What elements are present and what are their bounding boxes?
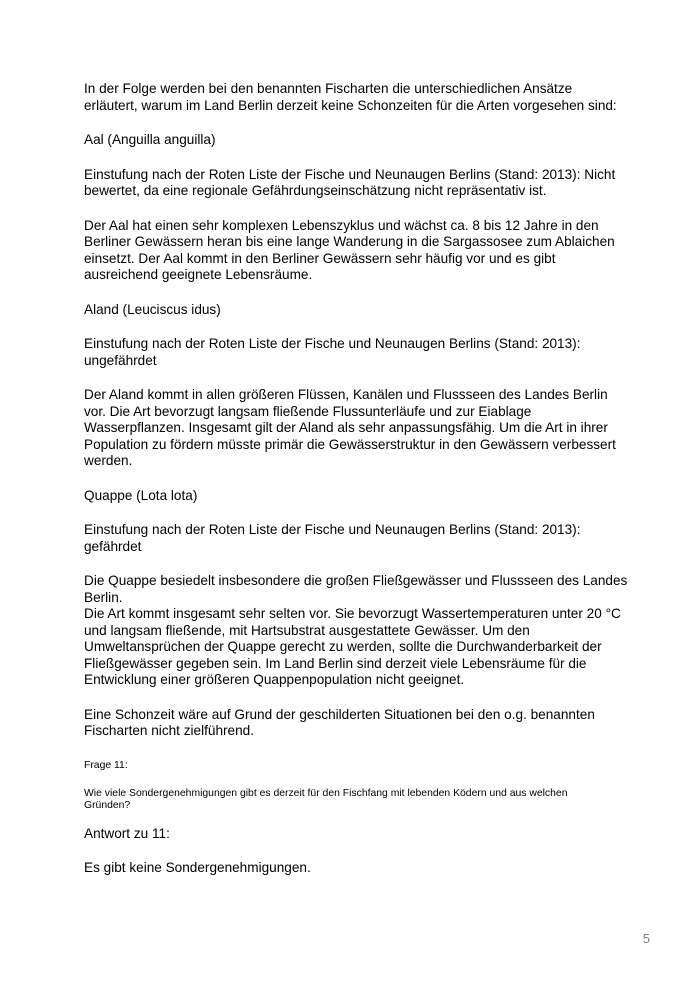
answer-label: Antwort zu 11: bbox=[84, 825, 170, 841]
classification-aland: Einstufung nach der Roten Liste der Fische und Neunaugen Berlins (Stand: 2013): ungefährdet bbox=[84, 336, 581, 368]
page-number: 5 bbox=[642, 931, 650, 946]
question-label: Frage 11: bbox=[84, 759, 128, 771]
document-body bbox=[84, 81, 654, 877]
description-aland: Der Aland kommt in allen größeren Flüssen, Kanälen und Flussseen des Landes Berlin vor. Die Art bevorzugt langsam fließende Flussunterläufe und zur Eiablage Wasserpflanzen. Insgesamt gilt der Aland als sehr anpassungsfähig. Um die Art in ihrer Population zu fördern müsste primär die Gewässerstruktur in den Gewässern verbessert werden. bbox=[84, 387, 616, 468]
question-text: Wie viele Sondergenehmigungen gibt es derzeit für den Fischfang mit lebenden Ködern und aus welchen Gründen? bbox=[84, 787, 568, 811]
classification-aal: Einstufung nach der Roten Liste der Fische und Neunaugen Berlins (Stand: 2013): Nicht bewertet, da eine regionale Gefährdungseinschätzung nicht repräsentativ ist. bbox=[84, 166, 616, 198]
description-aal: Der Aal hat einen sehr komplexen Lebenszyklus und wächst ca. 8 bis 12 Jahre in den Berliner Gewässern heran bis eine lange Wanderung in die Sargassosee zum Ablaichen einsetzt. Der Aal kommt in den Berliner Gewässern sehr häufig vor und es gibt ausreichend geeignete Lebensräume. bbox=[84, 217, 615, 282]
species-heading-quappe: Quappe (Lota lota) bbox=[84, 487, 198, 503]
intro-paragraph: In der Folge werden bei den benannten Fischarten die unterschiedlichen Ansätze erläutert, warum im Land Berlin derzeit keine Schonzeiten für die Arten vorgesehen sind: bbox=[84, 81, 617, 113]
conclusion-paragraph: Eine Schonzeit wäre auf Grund der geschilderten Situationen bei den o.g. benannten Fischarten nicht zielführend. bbox=[84, 706, 595, 738]
description-quappe: Die Quappe besiedelt insbesondere die großen Fließgewässer und Flussseen des Landes Berlin. Die Art kommt insgesamt sehr selten vor. Sie bevorzugt Wassertemperaturen unter 20 °C und langsam fließende, mit Hartsubstrat ausgestattete Gewässer. Um den Umweltansprüchen der Quappe gerecht zu werden, sollte die Durchwanderbarkeit der Fließgewässer gegeben sein. Im Land Berlin sind derzeit viele Lebensräume für die Entwicklung einer größeren Quappenpopulation nicht geeignet. bbox=[84, 573, 628, 687]
species-heading-aland: Aland (Leuciscus idus) bbox=[84, 301, 221, 317]
species-heading-aal: Aal (Anguilla anguilla) bbox=[84, 132, 216, 147]
answer-text: Es gibt keine Sondergenehmigungen. bbox=[84, 860, 311, 875]
classification-quappe: Einstufung nach der Roten Liste der Fische und Neunaugen Berlins (Stand: 2013): gefährdet bbox=[84, 522, 581, 554]
